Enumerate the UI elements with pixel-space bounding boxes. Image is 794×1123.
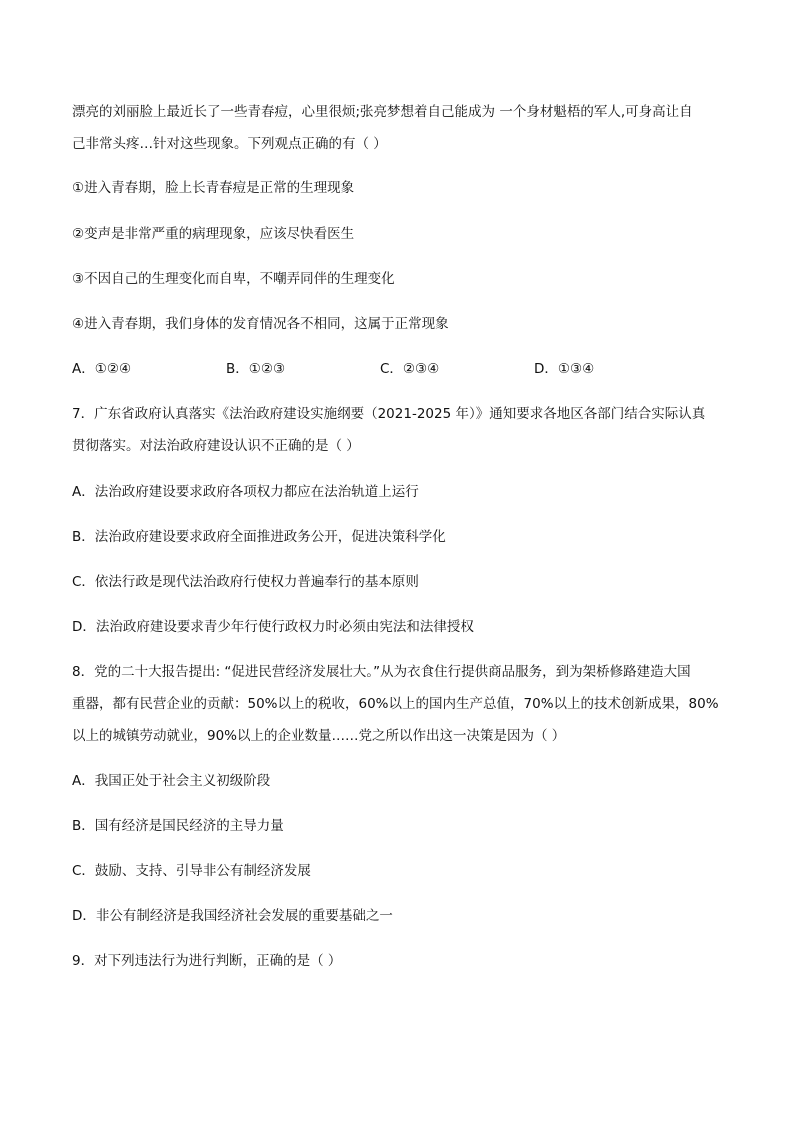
q8-stem-line-2: 重器，都有民营企业的贡献：50%以上的税收，60%以上的国内生产总值，70%以上的技术创新成果，80% [72, 696, 719, 712]
q6-option-c: C．②③④ [380, 361, 440, 377]
q8-option-a: A．我国正处于社会主义初级阶段 [72, 773, 271, 789]
q6-statement-4: ④进入青春期，我们身体的发育情况各不相同，这属于正常现象 [72, 316, 449, 332]
q7-option-d: D．法治政府建设要求青少年行使行政权力时必须由宪法和法律授权 [72, 619, 474, 635]
q6-stem-line-2: 己非常头疼…针对这些现象。下列观点正确的有（ ） [72, 136, 387, 152]
q7-option-b: B．法治政府建设要求政府全面推进政务公开，促进决策科学化 [72, 529, 446, 545]
q6-statement-3: ③不因自己的生理变化而自卑，不嘲弄同伴的生理变化 [72, 271, 395, 287]
q6-stem-line-1: 漂亮的刘丽脸上最近长了一些青春痘，心里很烦;张亮梦想着自己能成为 一个身材魁梧的军人,可身高让自 [72, 104, 693, 120]
q8-option-b: B．国有经济是国民经济的主导力量 [72, 818, 284, 834]
q7-option-c: C．依法行政是现代法治政府行使权力普遍奉行的基本原则 [72, 574, 419, 590]
q8-stem-line-1: 8．党的二十大报告提出: “促进民营经济发展壮大。”从为衣食住行提供商品服务，到为架桥修路建造大国 [72, 664, 691, 680]
q9-stem-line-1: 9．对下列违法行为进行判断，正确的是（ ） [72, 953, 342, 969]
q6-statement-2: ②变声是非常严重的病理现象，应该尽快看医生 [72, 226, 355, 242]
q6-statement-1: ①进入青春期，脸上长青春痘是正常的生理现象 [72, 180, 355, 196]
q7-stem-line-2: 贯彻落实。对法治政府建设认识不正确的是（ ） [72, 438, 360, 454]
q6-option-b: B．①②③ [226, 361, 286, 377]
q8-option-d: D．非公有制经济是我国经济社会发展的重要基础之一 [72, 908, 393, 924]
q6-option-d: D．①③④ [534, 361, 595, 377]
q6-option-a: A．①②④ [72, 361, 132, 377]
q8-stem-line-3: 以上的城镇劳动就业，90%以上的企业数量……党之所以作出这一决策是因为（ ） [72, 728, 566, 744]
q8-option-c: C．鼓励、支持、引导非公有制经济发展 [72, 863, 311, 879]
q7-option-a: A．法治政府建设要求政府各项权力都应在法治轨道上运行 [72, 484, 419, 500]
q7-stem-line-1: 7．广东省政府认真落实《法治政府建设实施纲要（2021-2025 年）》通知要求各地区各部门结合实际认真 [72, 406, 706, 422]
